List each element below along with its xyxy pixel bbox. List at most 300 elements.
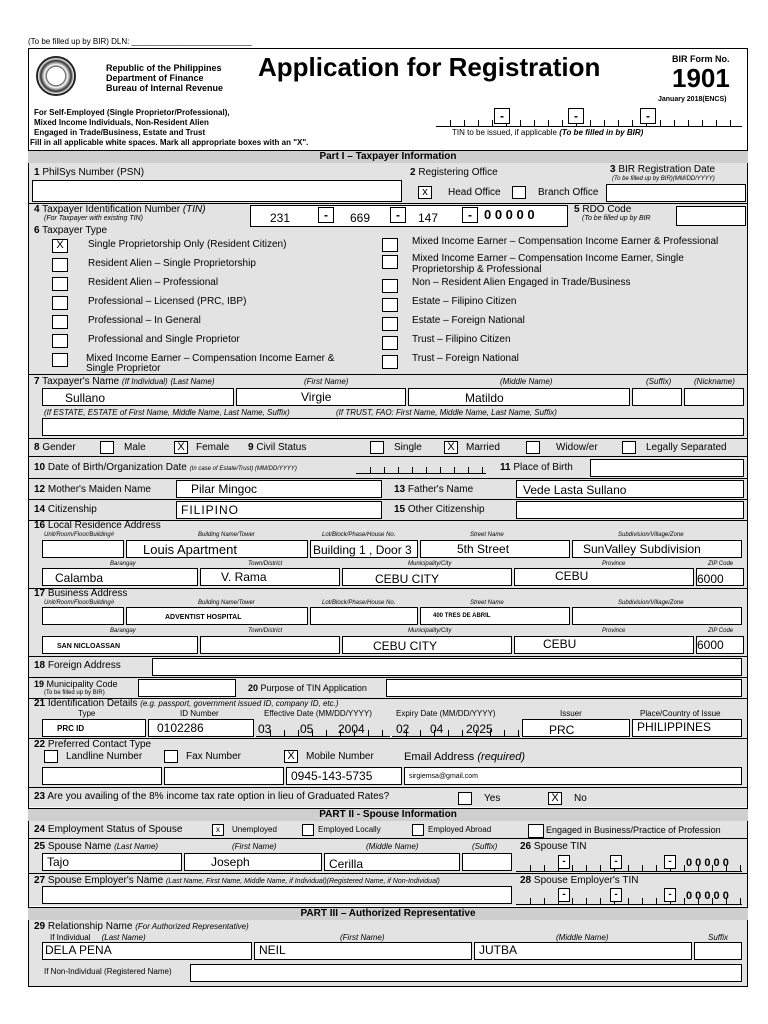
bus-barangay-field[interactable] (42, 636, 198, 654)
single-label: Single (394, 442, 422, 453)
tick-mark (660, 120, 661, 126)
res-building-field[interactable] (126, 540, 308, 558)
rep-middle-value: JUTBA (479, 943, 518, 957)
fax-field[interactable] (164, 767, 284, 785)
res-barangay-field[interactable] (42, 568, 198, 586)
no-label: No (574, 793, 587, 804)
tin-dash: - (558, 855, 570, 869)
psn-field[interactable] (32, 180, 402, 202)
agency-line2: Department of Finance (106, 73, 204, 83)
res-town-field[interactable] (200, 568, 340, 586)
bus-zip-field[interactable] (696, 636, 744, 654)
mobile-value: 0945-143-5735 (291, 769, 373, 783)
bus-building-field[interactable] (126, 607, 308, 625)
tin-dash: - (664, 888, 676, 902)
mobile-field[interactable] (286, 767, 402, 785)
last-name-field[interactable] (42, 388, 234, 406)
bus-label-building: Building Name/Tower (198, 600, 255, 606)
divider (28, 873, 748, 874)
if-individual-label: If Individual (Last Name) (50, 933, 146, 942)
bus-label-province: Province (602, 628, 626, 634)
instructions: Fill in all applicable white spaces. Mark all appropriate boxes with an "X". (30, 138, 309, 147)
res-subdivision-field[interactable] (572, 540, 742, 558)
bir-seal (36, 56, 76, 96)
taxpayer-type-label: Estate – Foreign National (412, 315, 525, 326)
unemployed-label: Unemployed (232, 825, 277, 834)
trust-note: (If TRUST, FAO: First Name, Middle Name, Last Name, Suffix) (336, 408, 557, 417)
taxpayer-type-label: Mixed Income Earner – Compensation Income Earner, Single (412, 253, 684, 264)
spouse-first-field[interactable] (184, 853, 322, 871)
taxpayer-type-checkbox[interactable]: X (52, 239, 68, 253)
tin-branch: 0 0 0 0 0 (484, 207, 535, 222)
f4-note: (For Taxpayer with existing TIN) (44, 215, 143, 222)
effective-date-field[interactable] (256, 722, 390, 737)
eff-mm: 03 (258, 722, 272, 736)
taxpayer-type-label: Trust – Foreign National (412, 353, 519, 364)
applicability-line2: Mixed Income Individuals, Non-Resident Alien (34, 118, 209, 127)
res-lot-field[interactable] (310, 540, 418, 558)
mobile-label: Mobile Number (306, 751, 374, 762)
spouse-middle-value: Cerilla (329, 857, 364, 871)
email-field[interactable] (404, 767, 742, 785)
eff-yyyy: 2004 (338, 722, 365, 736)
form-no-label: BIR Form No. (672, 54, 730, 64)
estate-trust-field[interactable] (42, 418, 744, 436)
f3-note: (To be filled up by BIR)(MM/DD/YYYY) (612, 176, 715, 182)
tick-mark (504, 730, 505, 736)
email-label: Email Address (required) (404, 751, 526, 763)
taxpayer-type-label: Professional and Single Proprietor (88, 334, 240, 345)
married-checkbox[interactable]: X (444, 441, 458, 454)
bus-building-value: ADVENTIST HOSPITAL (165, 614, 242, 621)
applicability-line1: For Self-Employed (Single Proprietor/Professional), (34, 108, 230, 117)
tick-mark (562, 120, 563, 126)
bus-subdivision-field[interactable] (572, 607, 742, 625)
applicability-line3: Engaged in Trade/Business, Estate and Trust (34, 128, 206, 137)
tick-mark (492, 120, 493, 126)
employed-locally-label: Employed Locally (318, 825, 381, 834)
taxpayer-type-label: Single Proprietorship Only (Resident Citizen) (88, 239, 287, 250)
taxpayer-type-checkbox[interactable] (382, 317, 398, 331)
res-province-field[interactable] (514, 568, 694, 586)
middle-name-field[interactable] (408, 388, 630, 406)
non-individual-label: If Non-Individual (Registered Name) (44, 967, 172, 976)
divider (28, 478, 748, 479)
first-name-field[interactable] (236, 388, 406, 406)
res-street-field[interactable] (420, 540, 570, 558)
tick-mark (642, 898, 643, 904)
f28-label: 28 Spouse Employer's TIN (520, 875, 639, 886)
mother-value: Pilar Mingoc (191, 482, 258, 496)
taxpayer-type-label: Resident Alien – Professional (88, 277, 219, 288)
fax-label: Fax Number (186, 751, 242, 762)
nickname-field[interactable] (684, 388, 744, 406)
spouse-suffix-field[interactable] (462, 853, 512, 871)
divider (28, 588, 748, 589)
id-number-value: 0102286 (157, 721, 204, 735)
addr-label-lot: Lot/Block/Phase/House No. (322, 532, 396, 538)
id-col-issuer: Issuer (560, 709, 582, 718)
tin-dash: - (640, 108, 656, 124)
exp-mm: 02 (396, 722, 410, 736)
taxpayer-type-label: Resident Alien – Single Proprietorship (88, 258, 256, 269)
tick-mark (462, 730, 463, 736)
issued-tin-field (436, 115, 742, 127)
id-col-place: Place/Country of Issue (640, 709, 721, 718)
tick-mark (448, 730, 449, 736)
tick-mark (368, 730, 369, 736)
engaged-checkbox[interactable] (528, 824, 544, 838)
head-office-label: Head Office (448, 187, 501, 198)
tick-mark (572, 898, 573, 904)
f7-label: 7 Taxpayer's Name (If Individual) (Last Name) (34, 376, 215, 387)
tick-mark (530, 898, 531, 904)
suffix-field[interactable] (632, 388, 682, 406)
bus-zip-value: 6000 (697, 638, 724, 652)
id-col-effective: Effective Date (MM/DD/YYYY) (264, 709, 372, 718)
tick-mark (520, 120, 521, 126)
birth-date-field[interactable] (356, 462, 486, 474)
tick-mark (632, 120, 633, 126)
f17-label: 17 Business Address (34, 588, 128, 599)
mobile-checkbox[interactable]: X (284, 750, 298, 763)
form-number: 1901 (672, 63, 730, 93)
f15-label: 15 Other Citizenship (394, 504, 485, 515)
married-label: Married (466, 442, 500, 453)
taxpayer-type-label: Non – Resident Alien Engaged in Trade/Business (412, 277, 631, 288)
widow-checkbox[interactable] (526, 441, 540, 454)
issuer-value: PRC (549, 723, 575, 737)
f11-label: 11 Place of Birth (500, 462, 573, 473)
estate-note: (If ESTATE, ESTATE of First Name, Middle Name, Last Name, Suffix) (44, 408, 290, 417)
taxpayer-type-label: Mixed Income Earner – Compensation Income Earner & (86, 353, 335, 364)
tin-dash: - (318, 207, 334, 223)
res-zip-value: 6000 (697, 572, 724, 586)
purpose-field[interactable] (386, 679, 742, 697)
taxpayer-type-checkbox[interactable] (52, 277, 68, 291)
f20-label: 20 Purpose of TIN Application (248, 683, 367, 693)
employed-locally-checkbox[interactable] (302, 824, 314, 836)
f13-label: 13 Father's Name (394, 484, 474, 495)
f22-label: 22 Preferred Contact Type (34, 739, 152, 750)
male-checkbox[interactable] (100, 441, 114, 454)
divider (28, 838, 748, 839)
last-name-value: Sullano (65, 391, 106, 405)
foreign-address-field[interactable] (152, 658, 742, 676)
tin-dash: - (494, 108, 510, 124)
middle-name-value: Matildo (465, 391, 504, 405)
id-type-field[interactable] (42, 719, 146, 737)
res-lot-value: Building 1 , Door 3 (313, 543, 412, 557)
tick-mark (730, 120, 731, 126)
form-date: January 2018(ENCS) (658, 96, 727, 103)
father-field[interactable] (516, 480, 744, 498)
addr-label-province: Province (602, 561, 626, 567)
first-name-value: Virgie (301, 390, 332, 404)
agency-line1: Republic of the Philippines (106, 63, 222, 73)
rep-last-field[interactable] (42, 942, 252, 960)
tick-mark (518, 730, 519, 736)
id-type-value: PRC ID (57, 724, 85, 733)
bus-province-field[interactable] (514, 636, 694, 654)
tick-mark (454, 467, 455, 473)
f25-middle: (Middle Name) (366, 842, 419, 851)
id-col-type: Type (78, 709, 96, 718)
tick-mark (440, 467, 441, 473)
birth-place-field[interactable] (590, 459, 744, 477)
mother-field[interactable] (176, 480, 382, 498)
tick-mark (530, 865, 531, 871)
f2-label: 2 Registering Office (410, 167, 498, 178)
f25-label: 25 Spouse Name (Last Name) (34, 841, 159, 852)
bus-town-field[interactable] (200, 636, 340, 654)
addr-label-city: Municipality/City (408, 561, 452, 567)
place-value: PHILIPPINES (637, 720, 712, 734)
taxpayer-type-checkbox[interactable] (52, 315, 68, 329)
f26-label: 26 Spouse TIN (520, 841, 587, 852)
rep-middle-field[interactable] (474, 942, 692, 960)
female-label: Female (196, 442, 230, 453)
bus-label-street: Street Name (470, 600, 504, 606)
engaged-label: Engaged in Business/Practice of Profession (546, 825, 721, 835)
employed-abroad-label: Employed Abroad (428, 825, 492, 834)
bus-lot-field[interactable] (310, 607, 418, 625)
tick-mark (544, 898, 545, 904)
taxpayer-type-checkbox[interactable] (52, 353, 68, 367)
addr-label-building: Building Name/Tower (198, 532, 255, 538)
municipality-code-field (138, 679, 236, 697)
bus-label-city: Municipality/City (408, 628, 452, 634)
single-checkbox[interactable] (370, 441, 384, 454)
tick-mark (468, 467, 469, 473)
tin-dash: - (664, 855, 676, 869)
separated-checkbox[interactable] (622, 441, 636, 454)
tick-mark (674, 120, 675, 126)
bus-label-unit: Unit/Room/Floor/Building# (44, 600, 115, 606)
taxpayer-type-checkbox[interactable] (382, 336, 398, 350)
tin-part2: 669 (350, 211, 371, 225)
res-town-value: V. Rama (221, 570, 267, 584)
tick-mark (586, 898, 587, 904)
tick-mark (326, 730, 327, 736)
f16-label: 16 Local Residence Address (34, 520, 161, 531)
spouse-last-field[interactable] (42, 853, 182, 871)
agency-line3: Bureau of Internal Revenue (106, 83, 224, 93)
tick-mark (586, 865, 587, 871)
f1-label: 1 PhilSys Number (PSN) (34, 167, 145, 178)
taxpayer-type-label: Mixed Income Earner – Compensation Income Earner & Professional (412, 236, 719, 247)
addr-label-barangay: Barangay (110, 561, 136, 567)
dln-label: (To be filled up by BIR) DLN: ___________________________ (28, 37, 252, 46)
taxpayer-type-checkbox[interactable] (382, 255, 398, 269)
other-citizenship-field[interactable] (516, 501, 744, 519)
res-city-value: CEBU CITY (375, 572, 440, 586)
tick-mark (544, 865, 545, 871)
divider (28, 456, 748, 457)
f8-label: 8 Gender (34, 442, 76, 453)
place-field[interactable] (632, 719, 742, 737)
addr-label-town: Town/District (248, 561, 283, 567)
tick-mark (382, 730, 383, 736)
bus-street-field[interactable] (420, 607, 570, 625)
spouse-middle-field[interactable] (324, 853, 460, 871)
tick-mark (740, 865, 741, 871)
fax-checkbox[interactable] (164, 750, 178, 763)
f18-label: 18 Foreign Address (34, 660, 121, 671)
tin-dash: - (462, 207, 478, 223)
tick-mark (600, 865, 601, 871)
taxpayer-type-checkbox[interactable] (382, 298, 398, 312)
f14-label: 14 Citizenship (34, 504, 97, 515)
taxpayer-type-label: Estate – Filipino Citizen (412, 296, 517, 307)
tick-mark (548, 120, 549, 126)
rep-first-value: NEIL (259, 943, 286, 957)
tick-mark (464, 120, 465, 126)
branch-office-checkbox[interactable] (512, 186, 526, 199)
tick-mark (628, 865, 629, 871)
landline-checkbox[interactable] (44, 750, 58, 763)
tick-mark (572, 865, 573, 871)
tick-mark (426, 467, 427, 473)
rep-first-field[interactable] (254, 942, 472, 960)
res-city-field[interactable] (342, 568, 512, 586)
employed-abroad-checkbox[interactable] (412, 824, 424, 836)
eight-percent-yes-checkbox[interactable] (458, 792, 472, 805)
addr-label-zip: ZIP Code (708, 561, 734, 567)
tick-mark (370, 467, 371, 473)
taxpayer-type-label-cont: Proprietorship & Professional (412, 264, 542, 275)
f19-label: 19 Municipality Code (34, 679, 118, 689)
registration-date-field (606, 184, 746, 202)
bus-street-value: 400 TRES DE ABRIL (433, 613, 491, 619)
rep-first-label: (First Name) (340, 933, 385, 942)
spouse-last-value: Tajo (47, 855, 70, 869)
f7-middle: (Middle Name) (500, 377, 553, 386)
f29-label: 29 Relationship Name (For Authorized Representative) (34, 921, 249, 932)
taxpayer-type-checkbox[interactable] (52, 296, 68, 310)
part2-header: PART II - Spouse Information (28, 808, 748, 822)
taxpayer-type-checkbox[interactable] (382, 238, 398, 252)
bus-city-field[interactable] (342, 636, 512, 654)
tick-mark (618, 120, 619, 126)
eight-percent-no-checkbox[interactable]: X (548, 792, 562, 805)
taxpayer-type-checkbox[interactable] (52, 258, 68, 272)
rep-registered-name-field[interactable] (190, 964, 742, 982)
res-province-value: CEBU (555, 569, 589, 583)
addr-label-unit: Unit/Room/Floor/Building# (44, 532, 115, 538)
id-col-number: ID Number (180, 709, 219, 718)
res-building-value: Louis Apartment (143, 542, 237, 557)
rep-suffix-field[interactable] (694, 942, 742, 960)
f3-label: 3 BIR Registration Date (610, 164, 716, 175)
branch-office-label: Branch Office (538, 187, 599, 198)
id-number-field[interactable] (148, 719, 254, 737)
tick-mark (656, 865, 657, 871)
divider (28, 438, 748, 439)
tick-mark (534, 120, 535, 126)
f24-label: 24 Employment Status of Spouse (34, 824, 183, 835)
tick-mark (482, 467, 483, 473)
bus-unit-field[interactable] (42, 607, 124, 625)
tick-mark (298, 730, 299, 736)
f19-note: (To be filled up by BIR) (44, 690, 105, 696)
tick-mark (642, 865, 643, 871)
tick-mark (716, 120, 717, 126)
exp-yyyy: 2025 (466, 722, 493, 736)
taxpayer-type-label-cont: Single Proprietor (86, 363, 161, 374)
head-office-checkbox[interactable]: x (418, 186, 432, 199)
citizenship-value: FILIPINO (181, 503, 240, 517)
bus-label-town: Town/District (248, 628, 283, 634)
f4-label: 4 Taxpayer Identification Number (TIN) (34, 204, 206, 215)
spouse-employer-field[interactable] (42, 886, 512, 904)
res-street-value: 5th Street (457, 542, 510, 556)
form-title: Application for Registration (258, 52, 601, 82)
part1-header: Part I – Taxpayer Information (28, 150, 748, 164)
addr-label-street: Street Name (470, 532, 504, 538)
spouse-first-value: Joseph (211, 855, 250, 869)
addr-label-subdivision: Subdivision/Village/Zone (618, 532, 684, 538)
taxpayer-type-checkbox[interactable] (52, 334, 68, 348)
tick-mark (420, 730, 421, 736)
f6-label: 6 Taxpayer Type (34, 225, 108, 236)
res-barangay-value: Calamba (55, 571, 104, 585)
f25-suffix: (Suffix) (472, 842, 498, 851)
rep-middle-label: (Middle Name) (556, 933, 609, 942)
f5-note: (To be filled up by BIR (582, 215, 651, 222)
bus-barangay-value: SAN NICLOASSAN (57, 643, 121, 650)
issuer-field[interactable] (522, 719, 630, 737)
tick-mark (688, 120, 689, 126)
f12-label: 12 Mother's Maiden Name (34, 484, 151, 495)
f27-label: 27 Spouse Employer's Name (Last Name, First Name, Middle Name, if Individual)(Registered Name, if Non-Individual) (34, 875, 440, 886)
tin-dash: - (558, 888, 570, 902)
tick-mark (284, 730, 285, 736)
divider (28, 499, 748, 500)
tick-mark (450, 120, 451, 126)
f9-label: 9 Civil Status (248, 442, 307, 453)
tin-part3: 147 (418, 211, 439, 225)
tick-mark (478, 120, 479, 126)
male-label: Male (124, 442, 146, 453)
taxpayer-type-label: Professional – Licensed (PRC, IBP) (88, 296, 247, 307)
unemployed-checkbox[interactable]: x (212, 824, 224, 836)
taxpayer-type-label: Professional – In General (88, 315, 201, 326)
female-checkbox[interactable]: X (174, 441, 188, 454)
spouse-tin-branch: 0 0 0 0 0 (686, 857, 729, 869)
divider (28, 656, 748, 657)
divider (28, 787, 748, 788)
tick-mark (604, 120, 605, 126)
tick-mark (740, 898, 741, 904)
taxpayer-type-checkbox[interactable] (382, 279, 398, 293)
separated-label: Legally Separated (646, 442, 727, 453)
landline-field[interactable] (42, 767, 162, 785)
tin-dash: - (610, 888, 622, 902)
eff-dd: 05 (300, 722, 314, 736)
bus-label-zip: ZIP Code (708, 628, 734, 634)
expiry-date-field[interactable] (392, 722, 520, 737)
tick-mark (702, 120, 703, 126)
taxpayer-type-checkbox[interactable] (382, 355, 398, 369)
citizenship-field[interactable] (176, 501, 382, 519)
part3-header: PART III – Authorized Representative (28, 907, 748, 921)
tin-dash: - (390, 207, 406, 223)
bus-label-lot: Lot/Block/Phase/House No. (322, 600, 396, 606)
res-zip-field[interactable] (696, 568, 744, 586)
divider (28, 374, 748, 375)
res-unit-field[interactable] (42, 540, 124, 558)
